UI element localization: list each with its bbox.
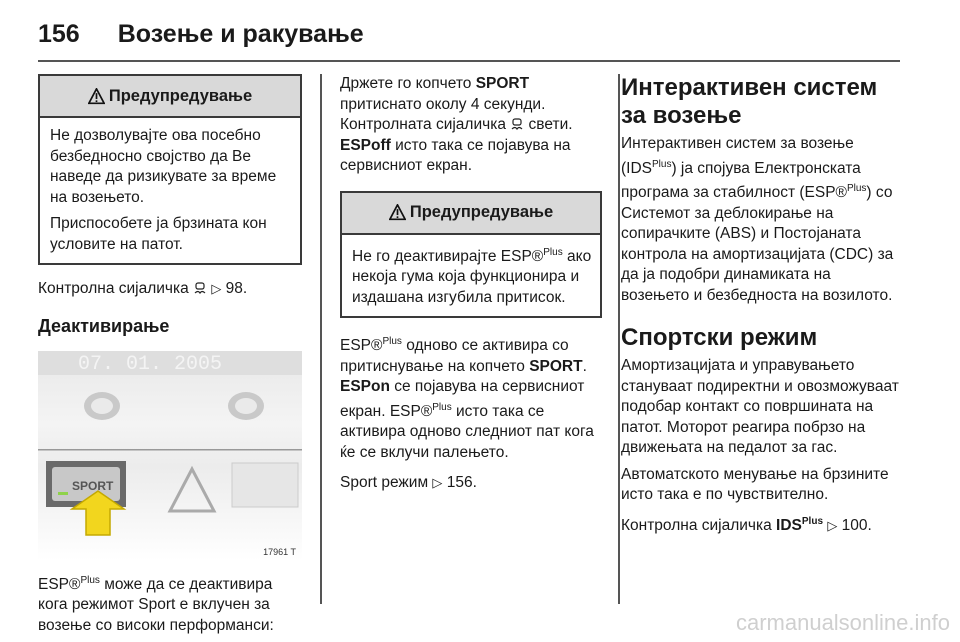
sport-keyword: SPORT bbox=[475, 75, 530, 92]
column-middle bbox=[340, 74, 602, 494]
text-span: исто така се појавува на сервисниот екран. bbox=[340, 136, 571, 174]
text-span: одново се активира со притиснување на копчето bbox=[340, 337, 569, 375]
text-span: Не го деактивирајте ESP® bbox=[352, 247, 544, 265]
sport-mode-page-ref[interactable]: 156. bbox=[446, 474, 477, 491]
page-header bbox=[38, 14, 364, 54]
esp-car-icon bbox=[193, 281, 207, 295]
column-divider-1 bbox=[320, 74, 322, 604]
ids-keyword: IDS bbox=[776, 516, 802, 534]
hazard-button-icon bbox=[170, 469, 214, 511]
column-left bbox=[38, 74, 302, 636]
watermark: carmanualsonline.info bbox=[735, 610, 950, 635]
page-ref-arrow-icon: ▷ bbox=[432, 475, 443, 490]
warning-box-2 bbox=[340, 191, 602, 319]
warning-triangle-icon bbox=[88, 88, 105, 105]
text-span: . bbox=[582, 357, 587, 375]
text-span: ) со Системот за деблокирање на сопирачките (ABS) и Постојаната контрола на амортизацијата (CDC) за да ја подобри динамиката на возењето и безбедноста на возилото. bbox=[621, 184, 894, 304]
text-span: се појавува на сервисниот екран. ESP® bbox=[340, 378, 585, 420]
text-span: ESP® bbox=[340, 337, 383, 354]
text-span: Интерактивен систем за возење (IDS bbox=[621, 135, 854, 177]
plus-superscript: Plus bbox=[382, 336, 402, 347]
text-span: ако некоја гума која функционира и издашана изгубила притисок. bbox=[352, 247, 592, 306]
esp-deactivate-paragraph bbox=[38, 571, 302, 637]
sport-button-label: SPORT bbox=[72, 478, 114, 493]
sport-mode-paragraph-1: Амортизацијата и управувањето стануваат подиректни и овозможуваат подобар контакт со површината на патот. Моторот реагира побрзо на движењата на педалот за гас. bbox=[621, 357, 899, 456]
sport-button-photo bbox=[38, 351, 302, 561]
esp-text: ESP® bbox=[38, 575, 81, 593]
text-span: Sport режим bbox=[340, 474, 429, 491]
warning-box bbox=[38, 74, 302, 265]
plus-superscript: Plus bbox=[543, 246, 563, 258]
page-title: Возење и ракување bbox=[117, 19, 364, 48]
section-heading-ids: Интерактивен систем за возење bbox=[621, 74, 878, 129]
text-span: Контролна сијаличка bbox=[621, 516, 777, 534]
ids-page-ref[interactable]: 100. bbox=[841, 516, 872, 534]
column-right bbox=[621, 74, 903, 536]
espon-keyword: ESPon bbox=[340, 378, 390, 395]
section-heading-sport-mode: Спортски режим bbox=[621, 324, 818, 351]
page-ref-arrow-icon: ▷ bbox=[211, 281, 222, 296]
sport-keyword: SPORT bbox=[529, 357, 583, 375]
esp-deactivate-text: може да се деактивира кога режимот Sport е вклучен за возење со високи перформанси: bbox=[38, 575, 274, 634]
plus-superscript: Plus bbox=[652, 158, 672, 170]
warning-triangle-icon bbox=[389, 204, 406, 221]
plus-superscript: Plus bbox=[80, 574, 100, 586]
warning-text-1: Не дозволувајте ова посебно безбедносно својство да Ве наведе да ризикувате за време на возењето. bbox=[50, 127, 277, 206]
text-span: ) ја спојува Електронската програма за стабилност (ESP® bbox=[621, 159, 861, 201]
ids-paragraph bbox=[621, 134, 903, 306]
espoff-keyword: ESPoff bbox=[340, 136, 391, 154]
text-span: притиснато околу 4 секунди. Контролната сијаличка bbox=[340, 95, 546, 133]
warning-title: Предупредување bbox=[108, 86, 253, 105]
control-light-text: Контролна сијаличка bbox=[38, 280, 189, 297]
control-light-paragraph bbox=[38, 279, 302, 300]
header-divider bbox=[38, 60, 900, 62]
warning-text-2: Приспособете ја брзината кон условите на патот. bbox=[50, 215, 267, 253]
warning-title: Предупредување bbox=[409, 203, 554, 221]
text-span: Држете го копчето bbox=[340, 75, 476, 92]
sport-mode-paragraph-2: Автоматското менување на брзините исто така е по чувствително. bbox=[621, 465, 889, 503]
text-span: исто така се активира одново следниот пат кога ќе се вклучи палењето. bbox=[340, 402, 594, 461]
control-light-ref[interactable]: 98. bbox=[225, 280, 248, 297]
warning-text bbox=[352, 243, 592, 309]
ids-control-light-paragraph bbox=[621, 512, 903, 537]
hold-sport-paragraph bbox=[340, 74, 602, 177]
reactivate-paragraph bbox=[340, 332, 602, 463]
plus-superscript: Plus bbox=[846, 183, 867, 194]
warning-header bbox=[40, 76, 300, 118]
section-heading-deactivation: Деактивирање bbox=[38, 315, 170, 336]
image-code: 17961 T bbox=[263, 546, 296, 557]
column-divider-2 bbox=[618, 74, 620, 604]
warning-header bbox=[342, 193, 600, 235]
panel-display-text: 07. 01. 2005 bbox=[78, 352, 223, 376]
page-ref-arrow-icon: ▷ bbox=[827, 517, 838, 533]
sport-mode-ref-paragraph bbox=[340, 473, 602, 494]
text-span: свети. bbox=[524, 116, 573, 133]
esp-car-icon bbox=[510, 117, 524, 131]
plus-superscript: Plus bbox=[801, 515, 824, 527]
page-number: 156 bbox=[38, 19, 80, 48]
plus-superscript: Plus bbox=[432, 401, 452, 413]
